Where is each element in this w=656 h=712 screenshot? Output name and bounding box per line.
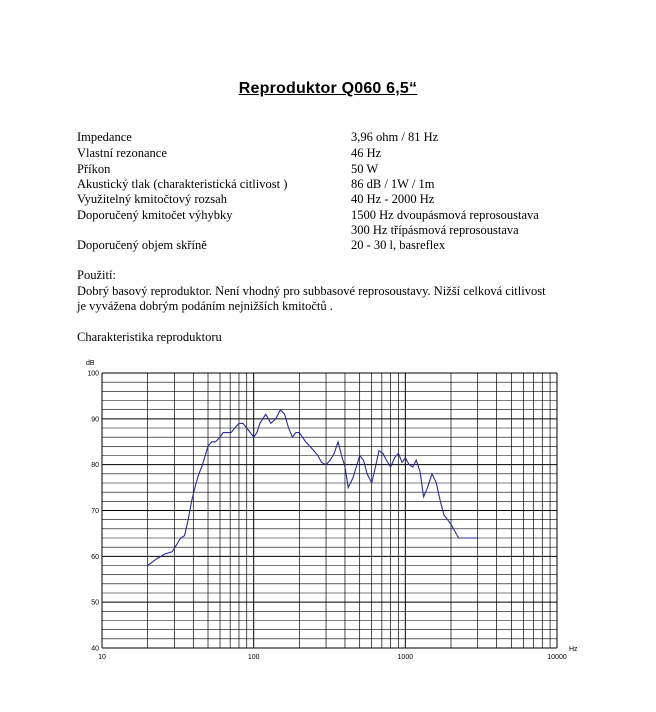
spec-value: 86 dB / 1W / 1m: [351, 177, 435, 191]
spec-label: Akustický tlak (charakteristická citlivost ): [77, 177, 288, 191]
x-axis-label: Hz: [569, 646, 578, 653]
spec-value: 46 Hz: [351, 146, 382, 160]
spec-label: Doporučený objem skříně: [77, 238, 207, 252]
spec-value: 300 Hz třípásmová reprosoustava: [351, 223, 519, 237]
response-curve: [148, 410, 478, 566]
y-tick-label: 50: [91, 599, 99, 607]
y-tick-label: 40: [91, 645, 99, 653]
x-tick-label: 10000: [547, 654, 567, 661]
chart-heading: Charakteristika reproduktoru: [77, 330, 222, 344]
spec-label: Impedance: [77, 130, 132, 144]
y-tick-label: 60: [91, 553, 99, 561]
x-tick-label: 1000: [397, 654, 414, 661]
usage-text-line: Dobrý basový reproduktor. Není vhodný pro subbasové reprosoustavy. Nižší celková citlivost: [77, 283, 546, 298]
usage-heading: Použití:: [77, 268, 116, 282]
y-tick-label: 100: [87, 370, 99, 378]
spec-value: 20 - 30 l, basreflex: [351, 238, 446, 252]
spec-value: 1500 Hz dvoupásmová reprosoustava: [351, 208, 539, 222]
x-tick-label: 10: [98, 654, 106, 661]
spec-label: Příkon: [77, 162, 111, 176]
y-tick-label: 70: [91, 508, 99, 515]
spec-value: 3,96 ohm / 81 Hz: [351, 130, 439, 144]
spec-value: 50 W: [351, 162, 379, 176]
spec-label: Vlastní rezonance: [77, 146, 167, 160]
spec-label: Využitelný kmitočtový rozsah: [77, 192, 227, 206]
x-tick-label: 100: [247, 654, 260, 661]
spec-label: Doporučený kmitočet výhybky: [77, 208, 233, 222]
y-tick-label: 80: [91, 462, 99, 470]
usage-text-line: je vyvážena dobrým podáním nejnižších kmitočtů .: [77, 299, 333, 313]
y-tick-label: 90: [91, 416, 99, 424]
spec-value: 40 Hz - 2000 Hz: [351, 192, 435, 206]
document-title: Reproduktor Q060 6,5“: [238, 80, 418, 97]
y-axis-label: dB: [86, 360, 95, 367]
